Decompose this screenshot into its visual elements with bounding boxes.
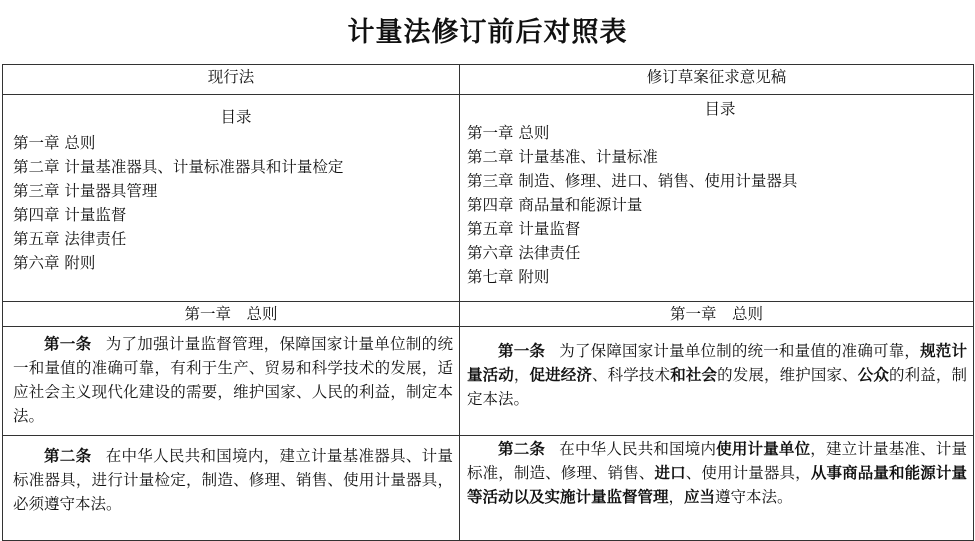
revised-text: 公众 [857, 366, 889, 384]
toc-current [3, 95, 460, 302]
article2-current [3, 436, 460, 541]
toc-title: 目录 [704, 100, 736, 118]
revised-text: 规范计量活动 [467, 342, 967, 384]
article-paragraph [467, 437, 967, 509]
article-paragraph [13, 444, 453, 516]
column-header-draft: 修订草案征求意见稿 [460, 65, 974, 95]
toc-item: 第三章 制造、修理、进口、销售、使用计量器具 [467, 172, 798, 190]
article-row [3, 327, 974, 436]
article-text: 、科学技术 [592, 366, 671, 384]
article-text: 、使用计量器具， [685, 464, 811, 482]
article-text: 为了加强计量监督管理，保障国家计量单位制的统一和量值的准确可靠，有利于生产、贸易和科学技术的发展，适应社会主义现代化建设的需要，维护国家、人民的利益，制定本法。 [13, 335, 453, 425]
revised-text: 应当 [684, 488, 716, 506]
toc-item: 第一章 总则 [13, 134, 96, 152]
article-paragraph [13, 332, 453, 428]
toc-item: 第四章 计量监督 [13, 206, 127, 224]
article-text: ， [668, 488, 685, 506]
toc-item: 第六章 法律责任 [467, 244, 581, 262]
toc-item: 第二章 计量基准、计量标准 [467, 148, 658, 166]
toc-item: 第一章 总则 [467, 124, 550, 142]
article-text: 为了保障国家计量单位制的统一和量值的准确可靠， [559, 342, 921, 360]
chapter-heading-draft: 第一章 总则 [460, 302, 974, 327]
toc-item: 第七章 附则 [467, 268, 550, 286]
article-number: 第一条 [498, 342, 546, 360]
toc-item: 第五章 计量监督 [467, 220, 581, 238]
article-row [3, 436, 974, 541]
article-number: 第二条 [44, 447, 92, 465]
toc-title: 目录 [220, 108, 252, 126]
article2-draft [460, 436, 974, 541]
article-number: 第一条 [44, 335, 92, 353]
article-number: 第二条 [498, 440, 546, 458]
page-title: 计量法修订前后对照表 [347, 17, 628, 48]
chapter-heading-row [3, 302, 974, 327]
toc-item: 第三章 计量器具管理 [13, 182, 158, 200]
revised-text: 使用计量单位 [716, 440, 811, 458]
toc-draft [460, 95, 974, 302]
revised-text: 从事商品量和能源计量等活动以及实施计量监督管理 [467, 464, 967, 506]
chapter-heading-current: 第一章 总则 [3, 302, 460, 327]
article-text: 的利益，制定本法。 [467, 366, 967, 408]
article-text: 在中华人民共和国境内，建立计量基准器具、计量标准器具，进行计量检定，制造、修理、销售、使用计量器具，必须遵守本法。 [13, 447, 453, 513]
article-text: 在中华人民共和国境内 [559, 440, 717, 458]
article-text: 遵守本法。 [715, 488, 793, 506]
header-row [3, 65, 974, 95]
revised-text: 促进经济 [529, 366, 593, 384]
column-header-current: 现行法 [3, 65, 460, 95]
article-text: ，建立计量基准、计量标准，制造、修理、销售、 [467, 440, 967, 482]
revised-text: 进口 [654, 464, 686, 482]
article-paragraph [467, 339, 967, 411]
toc-item: 第四章 商品量和能源计量 [467, 196, 643, 214]
article1-current [3, 327, 460, 436]
revised-text: 和社会 [670, 366, 718, 384]
article-text: 的发展，维护国家、 [717, 366, 858, 384]
toc-item: 第六章 附则 [13, 254, 96, 272]
toc-item: 第二章 计量基准器具、计量标准器具和计量检定 [13, 158, 344, 176]
article1-draft [460, 327, 974, 436]
toc-row [3, 95, 974, 302]
article-text: ， [513, 366, 530, 384]
toc-item: 第五章 法律责任 [13, 230, 127, 248]
comparison-table [2, 64, 974, 541]
